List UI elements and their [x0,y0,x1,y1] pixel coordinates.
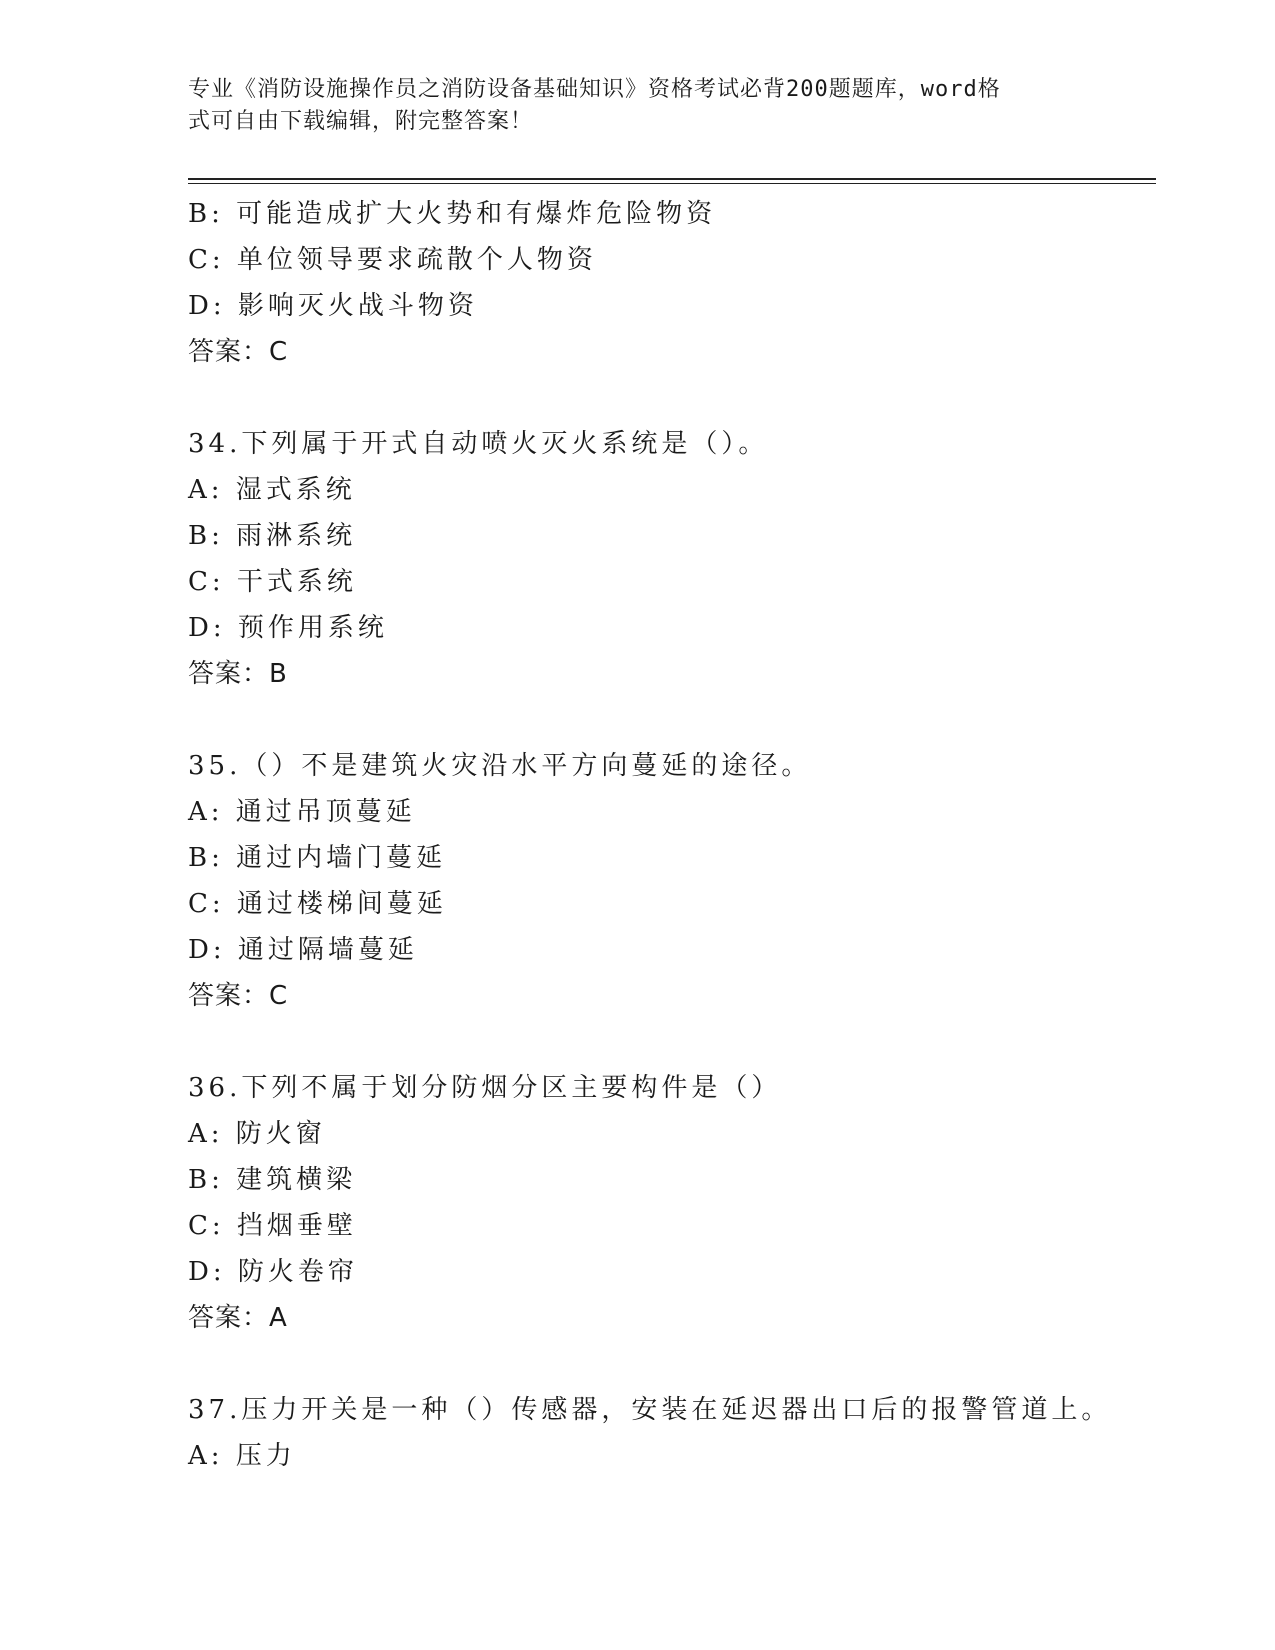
text-line: D: 防火卷帘 [188,1257,358,1287]
text-line: D: 预作用系统 [188,613,388,643]
text-line: B: 建筑横梁 [188,1165,357,1195]
spacer [188,1019,1148,1065]
text-line: C: 挡烟垂壁 [188,1211,357,1241]
text-line: D: 通过隔墙蔓延 [188,935,418,965]
text-line: A: 湿式系统 [188,475,356,505]
answer-line: 答案：C [188,981,289,1011]
spacer [188,375,1148,421]
text-line: C: 干式系统 [188,567,357,597]
text-line: 34.下列属于开式自动喷火灭火系统是（）。 [188,429,769,459]
header-line-1: 专业《消防设施操作员之消防设备基础知识》资格考试必背200题题库，word格 [188,77,1001,102]
text-line: 37.压力开关是一种（）传感器，安装在延迟器出口后的报警管道上。 [188,1395,1112,1425]
answer-line: 答案：A [188,1303,288,1333]
header-divider-thin [188,183,1156,184]
text-line: A: 压力 [188,1441,296,1471]
text-line: C: 单位领导要求疏散个人物资 [188,245,597,275]
text-line: D: 影响灭火战斗物资 [188,291,478,321]
text-line: 35.（）不是建筑火灾沿水平方向蔓延的途径。 [188,751,812,781]
text-line: B: 通过内墙门蔓延 [188,843,447,873]
document-header [188,74,1068,138]
answer-line: 答案：B [188,659,288,689]
answer-line: 答案：C [188,337,289,367]
spacer [188,1341,1148,1387]
header-divider-thick [188,178,1156,180]
spacer [188,697,1148,743]
text-line: B: 雨淋系统 [188,521,357,551]
text-line: A: 防火窗 [188,1119,326,1149]
question-list [188,191,1148,1479]
text-line: C: 通过楼梯间蔓延 [188,889,447,919]
text-line: 36.下列不属于划分防烟分区主要构件是（） [188,1073,782,1103]
text-line: B: 可能造成扩大火势和有爆炸危险物资 [188,199,717,229]
text-line: A: 通过吊顶蔓延 [188,797,416,827]
header-line-2: 式可自由下载编辑，附完整答案！ [188,109,534,134]
